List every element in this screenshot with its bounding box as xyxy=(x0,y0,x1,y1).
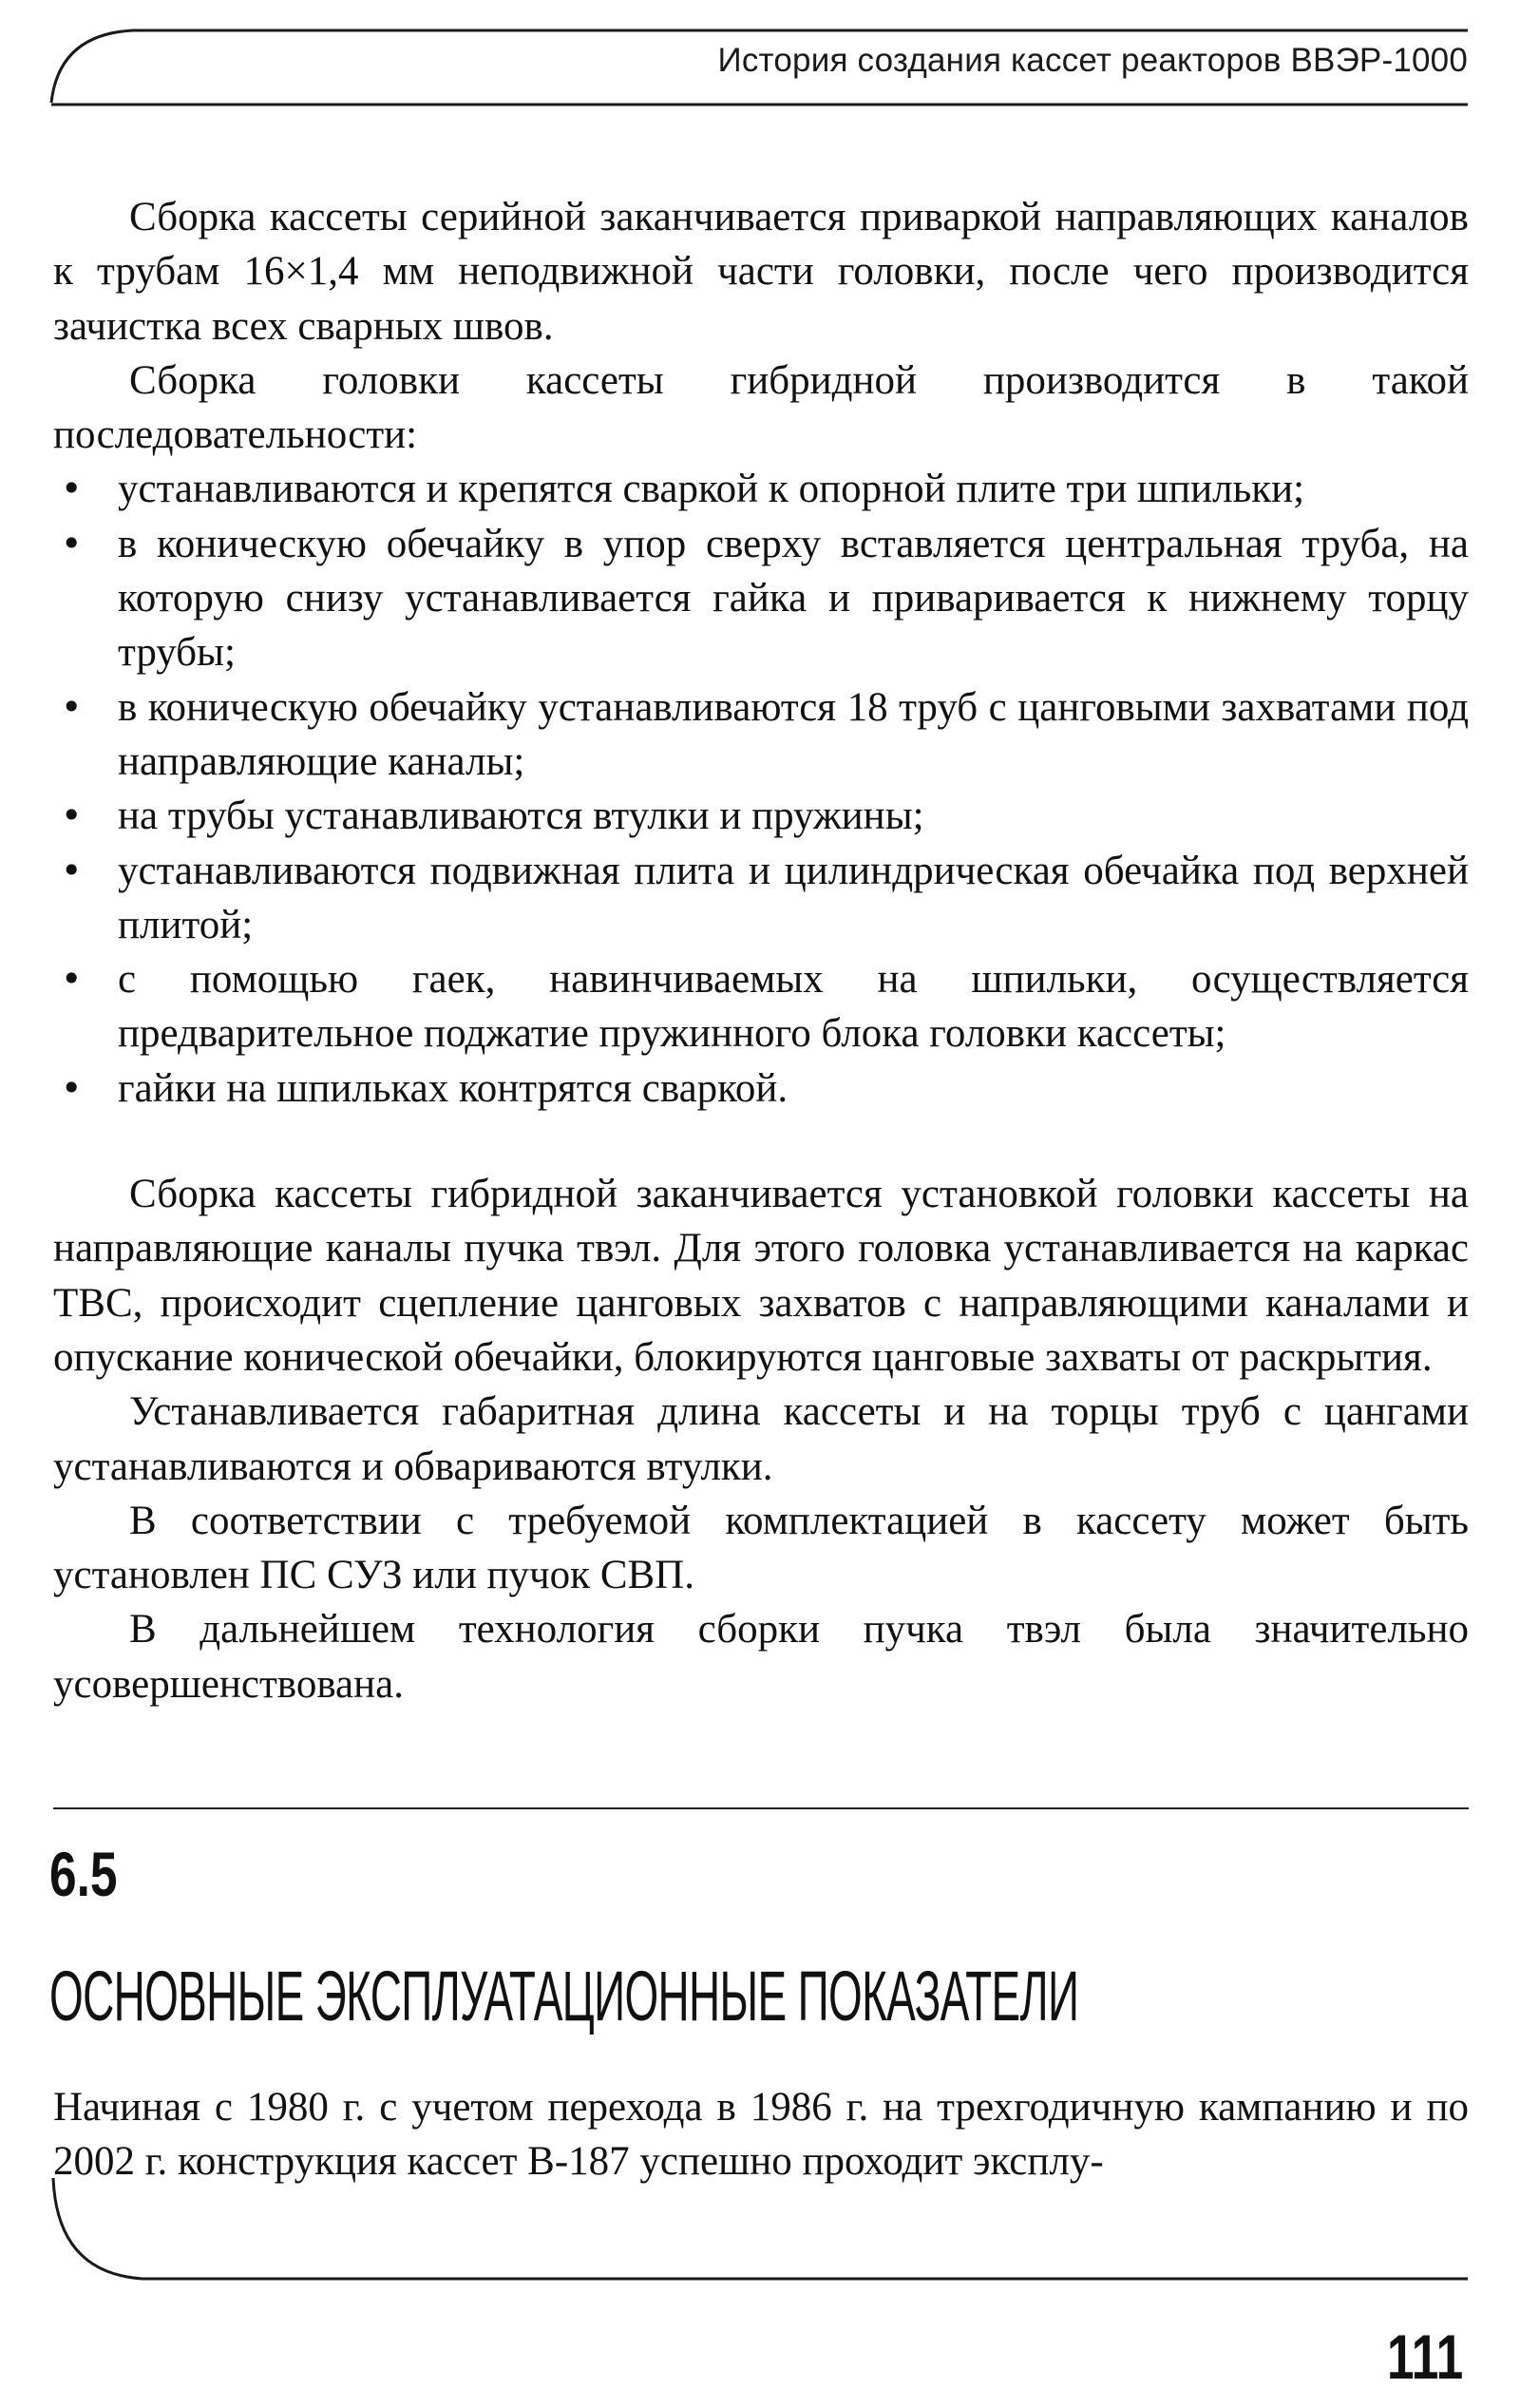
section-title: ОСНОВНЫЕ ЭКСПЛУАТАЦИОННЫЕ ПОКАЗАТЕЛИ xyxy=(49,1957,1079,2035)
paragraph: Устанавливается габаритная длина кассеты и на торцы труб с цангами устанавливаются и обвариваются втулки. xyxy=(53,1389,1469,1489)
footer-curve-rule xyxy=(53,2178,1468,2279)
main-text xyxy=(53,190,1469,1711)
section-divider xyxy=(53,1807,1469,1809)
paragraph: Сборка головки кассеты гибридной производится в такой последовательности: xyxy=(53,357,1469,458)
running-title: История создания кассет реакторов ВВЭР-1000 xyxy=(717,42,1468,79)
bullet-list xyxy=(53,462,1469,1116)
paragraph: Сборка кассеты серийной заканчивается приваркой направляющих каналов к трубам 16×1,4 мм неподвижной части головки, после чего производится зачистка всех сварных швов. xyxy=(53,195,1469,349)
page-number: 111 xyxy=(1387,2322,1464,2392)
list-item: • в коническую обечайку в упор сверху вставляется центральная труба, на которую снизу устанавливается гайка и приваривается к нижнему торцу трубы; xyxy=(53,517,1469,680)
list-item: • на трубы устанавливаются втулки и пружины; xyxy=(53,789,1469,843)
section-text xyxy=(53,2080,1469,2189)
list-item: • с помощью гаек, навинчиваемых на шпильки, осуществляется предварительное поджатие пружинного блока головки кассеты; xyxy=(53,952,1469,1061)
spacer xyxy=(53,1116,1469,1167)
paragraph: Начиная с 1980 г. с учетом перехода в 1986 г. на трехгодичную кампанию и по 2002 г. конструкция кассет В-187 успешно проходит эксплу- xyxy=(53,2085,1469,2185)
list-item: • устанавливаются подвижная плита и цилиндрическая обечайка под верхней плитой; xyxy=(53,844,1469,953)
list-item: • в коническую обечайку устанавливаются 18 труб с цанговыми захватами под направляющие каналы; xyxy=(53,680,1469,790)
list-item: • гайки на шпильках контрятся сваркой. xyxy=(53,1061,1469,1116)
paragraph: Сборка кассеты гибридной заканчивается установкой головки кассеты на направляющие каналы пучка твэл. Для этого головка устанавливается на каркас ТВС, происходит сцепление цанговых захватов с направляющими каналами и опускание конической обечайки, блокируются цанговые захваты от раскрытия. xyxy=(53,1172,1469,1380)
paragraph: В дальнейшем технология сборки пучка твэл была значительно усовершенствована. xyxy=(53,1607,1469,1707)
section-number: 6.5 xyxy=(49,1839,118,1909)
list-item: • устанавливаются и крепятся сваркой к опорной плите три шпильки; xyxy=(53,462,1469,516)
paragraph: В соответствии с требуемой комплектацией в кассету может быть установлен ПС СУЗ или пучок СВП. xyxy=(53,1498,1469,1598)
